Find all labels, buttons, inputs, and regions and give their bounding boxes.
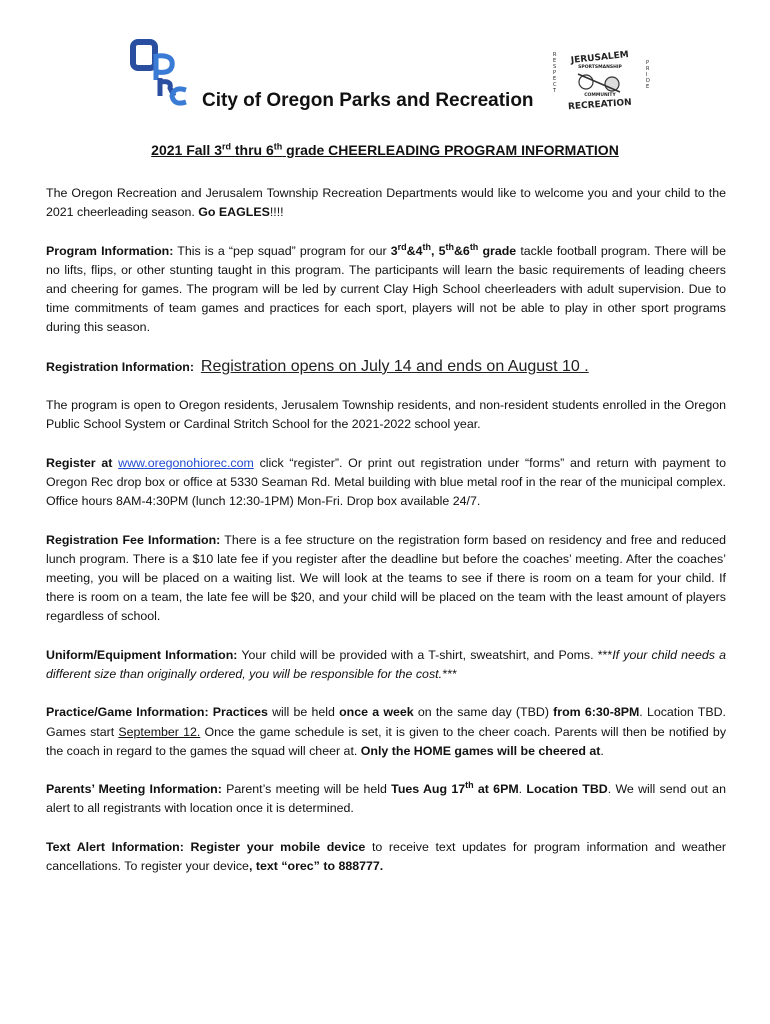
registration-information-paragraph [46, 357, 726, 377]
grade-sup: th [445, 241, 454, 252]
parents-text: . [518, 782, 527, 797]
go-eagles-text: Go EAGLES [198, 205, 270, 220]
logo-bottom-text: RECREATION [567, 97, 632, 112]
text-alert-bold: Register your mobile device [183, 839, 366, 854]
grade-part: 3 [390, 243, 398, 258]
practice-bold: from 6:30-8PM [553, 705, 640, 720]
registration-fee-paragraph [46, 531, 726, 627]
program-text: tackle football program. There will be no lifts, flips, or other stunting taught in this program. The participants will learn the basic requirements of leading cheers and cheering for games. The program will be led by current Clay High School cheerleaders with adult supervision. Due to time commitments of team games and practices for each sport, players will not be able to play in other sport programs during this season. [46, 243, 726, 335]
logo-letter-o-shape [133, 42, 155, 68]
parents-text: . We will send out an alert to all registrants with location once it is determined. [46, 782, 726, 816]
welcome-paragraph [46, 184, 726, 222]
grade-sup: rd [397, 241, 407, 252]
practice-text: will be held [267, 705, 340, 720]
grade-part: grade [478, 243, 517, 258]
logo-community-text: COMMUNITY [584, 93, 616, 98]
grade-sup: th [422, 241, 431, 252]
uniform-label: Uniform/Equipment Information: [46, 647, 238, 662]
exclamations: !!!! [269, 205, 284, 220]
title-part: thru 6 [231, 142, 274, 158]
title-part: grade CHEERLEADING PROGRAM INFORMATION [282, 142, 619, 158]
practice-text: Once the game schedule is set, it is given to the cheer coach. Parents will then be notified by the coach in regard to the games the squad will cheer at. [46, 724, 727, 758]
logo-right-word: P R I D E [646, 60, 650, 90]
grade-sup: th [469, 241, 479, 252]
document-body [46, 184, 726, 895]
grade-part: &6 [453, 243, 470, 258]
title-part: 2021 Fall 3 [151, 142, 222, 158]
practice-game-paragraph [46, 703, 726, 761]
meeting-location: Location TBD [526, 782, 608, 797]
meeting-date-sup: th [465, 780, 474, 791]
uniform-equipment-paragraph [46, 646, 726, 684]
logo-letter-c-shape [172, 89, 186, 103]
welcome-text: The Oregon Recreation and Jerusalem Township Recreation Departments would like to welcome you and your child to the 2021 cheerleading season. [46, 186, 726, 220]
practice-bold: once a week [339, 705, 414, 720]
text-alert-paragraph [46, 838, 726, 876]
meeting-time: at 6PM [473, 782, 519, 797]
logo-letter-p-shape [156, 54, 172, 80]
program-text: This is a “pep squad” program for our [173, 243, 391, 258]
fee-text: There is a fee structure on the registration form based on residency and free and reduced lunch program. There is a $10 late fee if you register after the deadline but before the coaches’ meeting. After the coaches’ meeting, you will be placed on a waiting list. We will look at the teams to see if there is room on a team for your child. If there is room on a team, the late fee will be $20, and your child will be placed on the team with the least amount of players regardless of school. [46, 532, 726, 624]
eligibility-paragraph: The program is open to Oregon residents, Jerusalem Township residents, and non-resident students enrolled in the Oregon Public School System or Cardinal Stritch School for the 2021-2022 school year. [46, 398, 726, 432]
registration-website-link[interactable]: www.oregonohiorec.com [118, 455, 254, 470]
practice-label: Practice/Game Information: [46, 705, 209, 720]
register-paragraph [46, 454, 726, 512]
uniform-text: Your child will be provided with a T-shirt, sweatshirt, and Poms. *** [237, 647, 613, 662]
grade-part: , 5 [431, 243, 446, 258]
program-information-paragraph [46, 242, 726, 338]
practice-text: . Location TBD. Games start [46, 705, 726, 739]
logo-sub-text: SPORTSMANSHIP [578, 65, 622, 70]
meeting-date-part: Tues Aug 17 [391, 782, 466, 797]
title-superscript: rd [222, 141, 231, 152]
organization-title: City of Oregon Parks and Recreation [202, 90, 534, 111]
text-alert-label: Text Alert Information: [46, 839, 184, 854]
oregon-parks-logo [130, 38, 190, 108]
text-alert-text: to receive text updates for program information and weather cancellations. To register your device [46, 839, 726, 873]
practice-text: . [600, 743, 604, 758]
parents-text: Parent’s meeting will be held [221, 782, 392, 797]
uniform-note: If your child needs a different size than originally ordered, you will be responsible for the cost.*** [46, 647, 726, 681]
practice-bold: Only the HOME games will be cheered at [360, 743, 601, 758]
registration-label: Registration Information: [46, 359, 194, 374]
parents-meeting-paragraph [46, 780, 726, 818]
practice-text: on the same day (TBD) [413, 705, 554, 720]
parents-label: Parents’ Meeting Information: [46, 782, 222, 797]
fee-label: Registration Fee Information: [46, 532, 221, 547]
program-label: Program Information: [46, 243, 174, 258]
games-start-date: September 12. [118, 724, 201, 739]
logo-left-word: R E S P E C T [553, 52, 557, 94]
meeting-date [391, 782, 518, 796]
register-text: click “register”. Or print out registration under “forms” and return with payment to Oregon Rec drop box or office at 5330 Seaman Rd. Metal building with blue metal roof in the rear of the municipal complex. Office hours 8AM-4:30PM (lunch 12:30-1PM) Mon-Fri. Drop box available 24/7. [46, 455, 726, 509]
grade-range [390, 241, 517, 258]
registration-dates: Registration opens on July 14 and ends on August 10 . [200, 357, 589, 375]
jerusalem-recreation-logo [548, 46, 658, 112]
register-label: Register at [46, 455, 113, 470]
practice-bold: Practices [208, 705, 268, 720]
grade-part: &4 [406, 243, 423, 258]
document-title [0, 142, 770, 158]
text-alert-bold: , text “orec” to 888777. [248, 858, 384, 873]
logo-top-text: JERUSALEM [570, 50, 630, 67]
title-superscript: th [273, 141, 283, 152]
